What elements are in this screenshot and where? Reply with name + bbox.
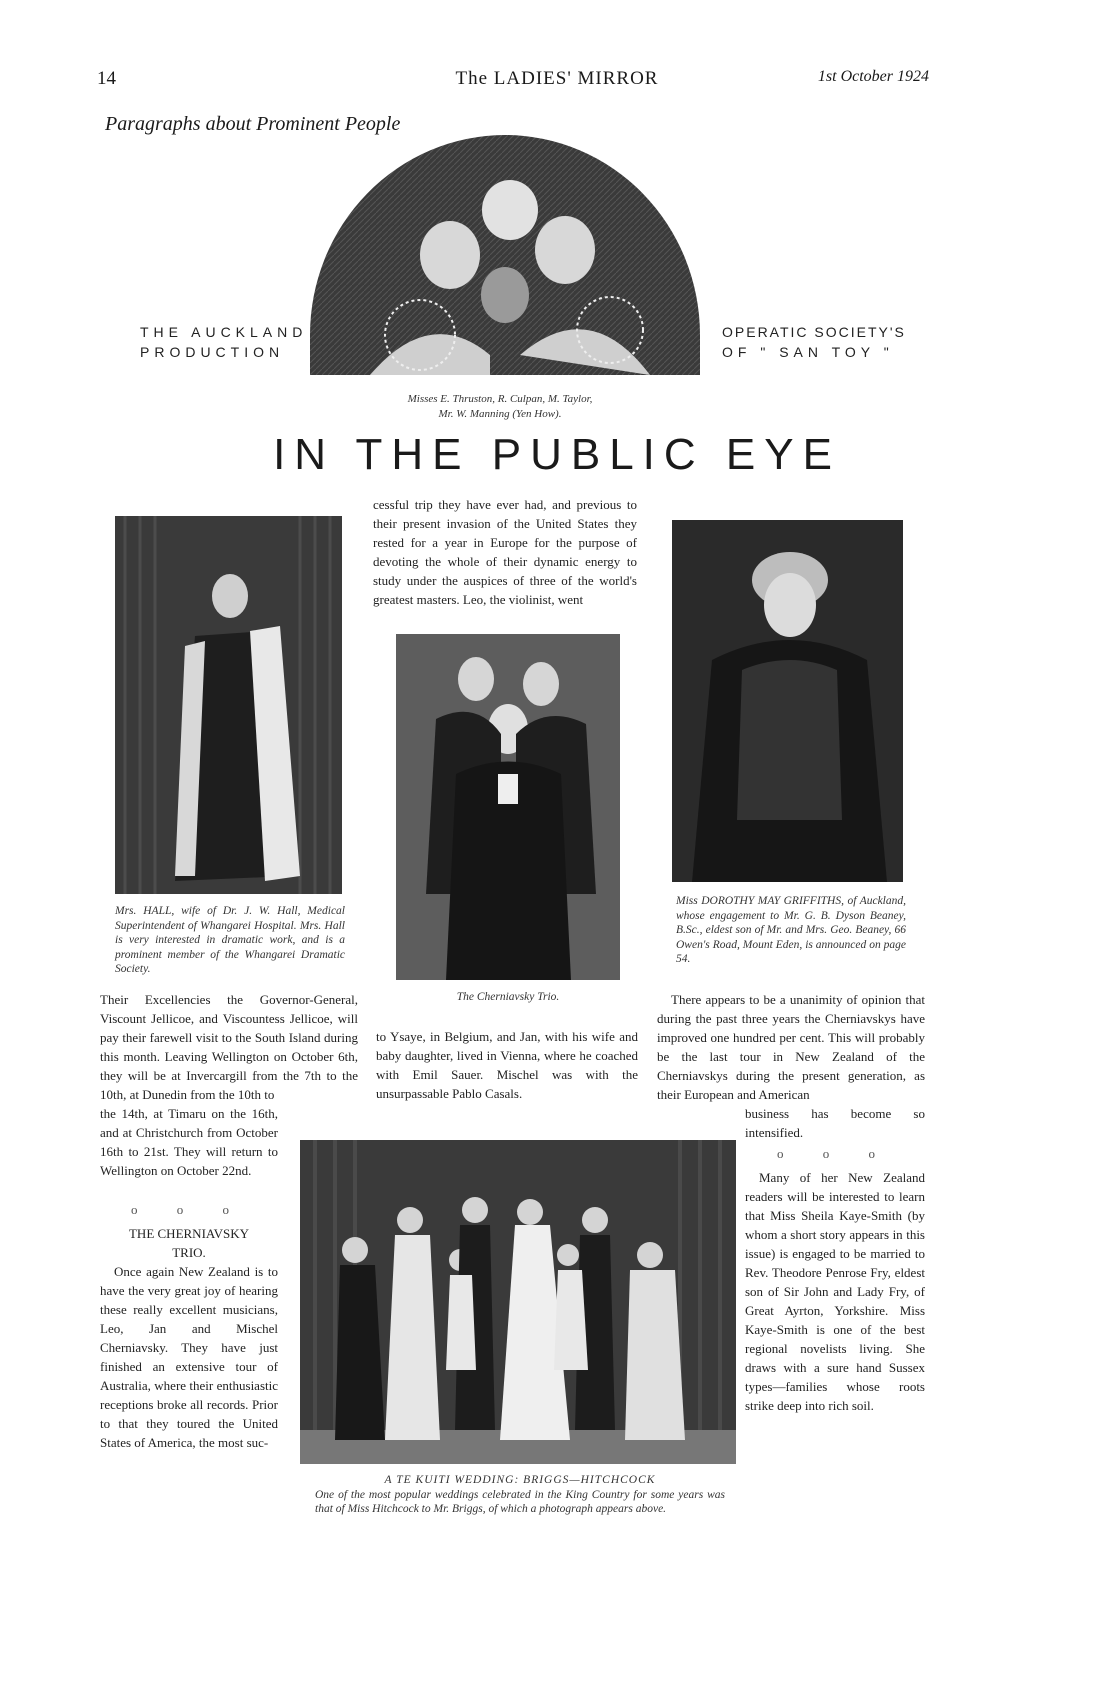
left-col-para2: Once again New Zealand is to have the very great joy of hearing these really excellent musicians, Leo, Jan and Mischel Cherniavsky. They have just finished an extensive tour of Australia, where their enthusiastic receptions broke all records. Prior to that they toured the United States of America, the most suc-	[100, 1264, 278, 1450]
right-col-para1-narrow: business has become so intensified.	[745, 1106, 925, 1140]
photo-label-left-1: THE AUCKLAND	[140, 324, 308, 340]
left-col-para1-narrow: the 14th, at Timaru on the 16th, and at Christchurch from October 16th to 21st. They will return to Wellington on October 22nd.	[100, 1106, 278, 1178]
wedding-caption-title: A TE KUITI WEDDING: BRIGGS—HITCHCOCK	[384, 1474, 656, 1486]
photo-label-right-2: OF " SAN TOY "	[722, 344, 894, 360]
cherniavsky-heading-2: TRIO.	[172, 1245, 206, 1260]
mrs-hall-photo	[115, 516, 342, 894]
left-col-para1: Their Excellencies the Governor-General, Viscount Jellicoe, and Viscountess Jellicoe, will pay their farewell visit to the South Island during this month. Leaving Wellington on October 6th, they will be at Invercargill from the 7th to the 10th, at Dunedin from the 10th to	[100, 992, 358, 1102]
wedding-caption-body: One of the most popular weddings celebrated in the King Country for some years was that of Miss Hitchcock to Mr. Briggs, of which a photograph appears above.	[315, 1488, 725, 1516]
san-toy-photo	[310, 135, 700, 375]
section-kicker: Paragraphs about Prominent People	[105, 113, 401, 135]
miss-griffiths-caption: Miss DOROTHY MAY GRIFFITHS, of Auckland, whose engagement to Mr. G. B. Dyson Beaney, B.Sc., eldest son of Mr. and Mrs. Geo. Beaney, 66 Owen's Road, Mount Eden, is announced on page 54.	[676, 895, 906, 966]
left-col-dots: o o o	[131, 1202, 247, 1217]
issue-date: 1st October 1924	[817, 68, 929, 85]
photo-label-right-1: OPERATIC SOCIETY'S	[722, 324, 906, 340]
mrs-hall-caption: Mrs. HALL, wife of Dr. J. W. Hall, Medical Superintendent of Whangarei Hospital. Mrs. Hall is very interested in dramatic work, and is a prominent member of the Whangarei Dramatic Society.	[115, 905, 345, 976]
wedding-photo	[300, 1140, 736, 1464]
right-col-para2: Many of her New Zealand readers will be interested to learn that Miss Sheila Kaye-Smith (by whom a short story appears in this issue) is engaged to be married to Rev. Theodore Penrose Fry, eldest son of Sir John and Lady Fry, of Great Ayrton, Yorkshire. Miss Kaye-Smith is one of the best regional novelists living. She draws with a sure hand Sussex types—families whose roots strike deep into rich soil.	[745, 1170, 925, 1413]
trio-caption: The Cherniavsky Trio.	[456, 991, 560, 1003]
right-col-dots: o o o	[777, 1146, 893, 1161]
page-number: 14	[97, 68, 116, 89]
right-col-para1: There appears to be a unanimity of opinion that during the past three years the Cherniavskys have improved one hundred per cent. This will probably be the last tour in New Zealand of the Cherniavskys during the present generation, as their European and American	[657, 992, 925, 1102]
top-photo-caption-2: Mr. W. Manning (Yen How).	[438, 407, 562, 420]
center-top-text: cessful trip they have ever had, and previous to their present invasion of the United States they rested for a year in Europe for the purpose of devoting the whole of their dynamic energy to study under the auspices of three of the world's greatest masters. Leo, the violinist, went	[373, 497, 637, 607]
headline: IN THE PUBLIC EYE	[273, 430, 841, 479]
photo-label-left-2: PRODUCTION	[140, 344, 285, 360]
top-photo-caption-1: Misses E. Thruston, R. Culpan, M. Taylor,	[407, 393, 593, 405]
cherniavsky-trio-photo	[396, 634, 620, 980]
magazine-title: The LADIES' MIRROR	[455, 68, 659, 89]
miss-griffiths-photo	[672, 520, 903, 882]
center-bottom-text: to Ysaye, in Belgium, and Jan, with his wife and baby daughter, lived in Vienna, where he coached with Emil Sauer. Mischel was with the unsurpassable Pablo Casals.	[376, 1029, 638, 1101]
cherniavsky-heading-1: THE CHERNIAVSKY	[128, 1226, 249, 1241]
